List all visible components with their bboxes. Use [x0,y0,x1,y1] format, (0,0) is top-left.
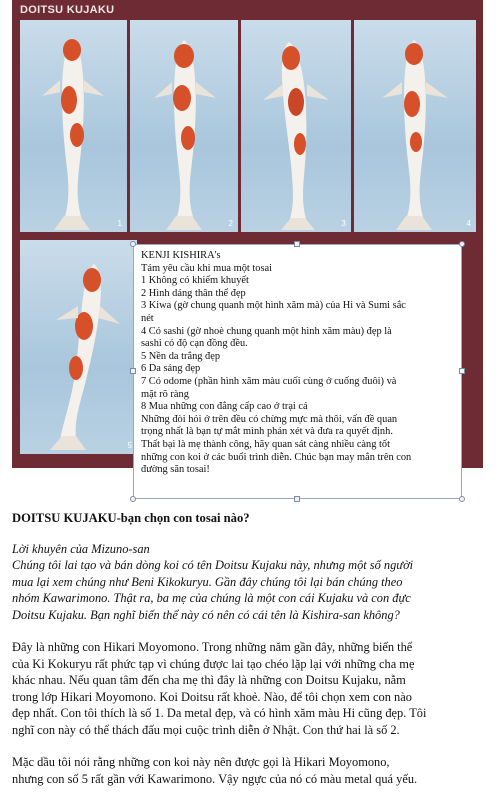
koi-thumbnail-4[interactable] [354,20,476,232]
resize-handle-bottom-left[interactable] [130,496,136,502]
paragraph-kawarimono [12,754,490,787]
advice-line: Doitsu Kujaku. Bạn nghĩ biến thể này có nên có cái tên là Kishira-san không? [12,607,400,622]
textbox-line: Thất bại là mẹ thành công, hãy quan sát càng nhiều càng tốt [141,438,391,450]
koi-thumbnail-5[interactable] [20,240,137,454]
paragraph-line: đẹp nhất. Con tôi thích là số 1. Da metal đẹp, và có hình xăm màu Hi cũng đẹp. Tôi [12,706,427,720]
advice-line: Chúng tôi lai tạo và bán dòng koi có tên Doitsu Kujaku này, nhưng một số người [12,558,414,572]
textbox-line: 5 Nền da trắng đẹp [141,350,221,362]
advice-paragraph [12,557,490,623]
koi-thumbnail-1[interactable] [20,20,127,232]
thumbnail-number: 5 [127,441,132,450]
paragraph-line: Đây là những con Hikari Moyomono. Trong những năm gần đây, những biến thể [12,640,413,654]
textbox-line: 4 Có sashi (gờ nhoè chung quanh một hình xăm màu) đẹp là [141,325,392,337]
resize-handle-middle-right[interactable] [459,368,465,374]
thumbnail-number: 4 [466,219,471,228]
thumbnail-number: 3 [341,219,346,228]
textbox-line: 8 Mua những con đẳng cấp cao ở trại cá [141,401,308,413]
koi-fish-icon [130,20,238,232]
panel-title: DOITSU KUJAKU [20,4,115,16]
paragraph-line: của Ki Kokuryu rất phức tạp vì chúng được lai tạo chéo lặp lại với những cha mẹ [12,656,415,671]
textbox-line: 2 Hình dáng thân thể đẹp [141,287,246,299]
paragraph-hikari-moyomono [12,639,490,738]
koi-fish-icon [354,20,476,232]
advice-line: mua lại xem chúng như Beni Kikokuryu. Gần đây chúng tôi lại bán chúng theo [12,574,403,589]
textbox-line: đường săn tosai! [141,464,210,476]
resize-handle-bottom-center[interactable] [294,496,300,502]
advice-line: nhóm Kawarimono. Thật ra, ba mẹ của chúng là một con cái Kujaku và con đực [12,591,411,605]
resize-handle-top-center[interactable] [294,241,300,247]
paragraph-line: nhưng con số 5 rất gần với Kawarimono. Vậy ngực của nó có màu metal quá yếu. [12,771,418,786]
textbox-line: Những đòi hỏi ở trên đều có chừng mực mà thôi, vấn đề quan [141,413,398,425]
article-heading: DOITSU KUJAKU-bạn chọn con tosai nào? [12,511,250,525]
koi-fish-icon [20,240,137,454]
resize-handle-middle-left[interactable] [130,368,136,374]
resize-handle-top-left[interactable] [130,241,136,247]
koi-fish-icon [20,20,127,232]
resize-handle-bottom-right[interactable] [459,496,465,502]
paragraph-line: khác nhau. Nếu quan tâm đến cha mẹ thì đây là những con Doitsu Kujaku, nằm [12,673,406,687]
textbox-line: Tám yêu cầu khi mua một tosai [141,262,273,274]
textbox-line: nét [141,312,154,324]
textbox-line: mặt rõ ràng [141,388,189,400]
article-body [12,510,490,803]
paragraph-line: Mặc dầu tôi nói rằng những con koi này nên được gọi là Hikari Moyomono, [12,755,390,769]
textbox-line: sashi có độ cạn đồng đều. [141,338,248,350]
textbox-line: trọng nhất là bạn tự mắt mình phán xét và đưa ra quyết định. [141,426,393,438]
thumbnail-number: 1 [117,219,122,228]
textbox-line: 3 Kiwa (gờ chung quanh một hình xăm mà) của Hi và Sumi sắc [141,300,406,312]
koi-fish-icon [241,20,351,232]
textbox-line: KENJI KISHIRA's [141,250,221,261]
advice-title: Lời khuyên của Mizuno-san [12,541,150,556]
koi-thumbnail-3[interactable] [241,20,351,232]
paragraph-line: nghĩ con này có thể thách đấu mọi cuộc trình diễn ở Nhật. Con thứ hai là số 2. [12,722,400,737]
textbox-line: 1 Không có khiếm khuyết [141,275,249,287]
resize-handle-top-right[interactable] [459,241,465,247]
thumbnail-number: 2 [228,219,233,228]
textbox-line: 6 Da sáng đẹp [141,363,201,375]
koi-thumbnail-2[interactable] [130,20,238,232]
kishira-requirements-textbox[interactable] [133,244,462,499]
textbox-line: những con koi ở các buổi trình diễn. Chúc bạn may mắn trên con [141,451,412,463]
textbox-line: 7 Có odome (phần hình xăm màu cuối cùng ở cuống đuôi) và [141,375,397,387]
paragraph-line: trong lớp Hikari Moyomono. Koi Doitsu rất khoẻ. Nào, để tôi chọn xem con nào [12,689,412,704]
